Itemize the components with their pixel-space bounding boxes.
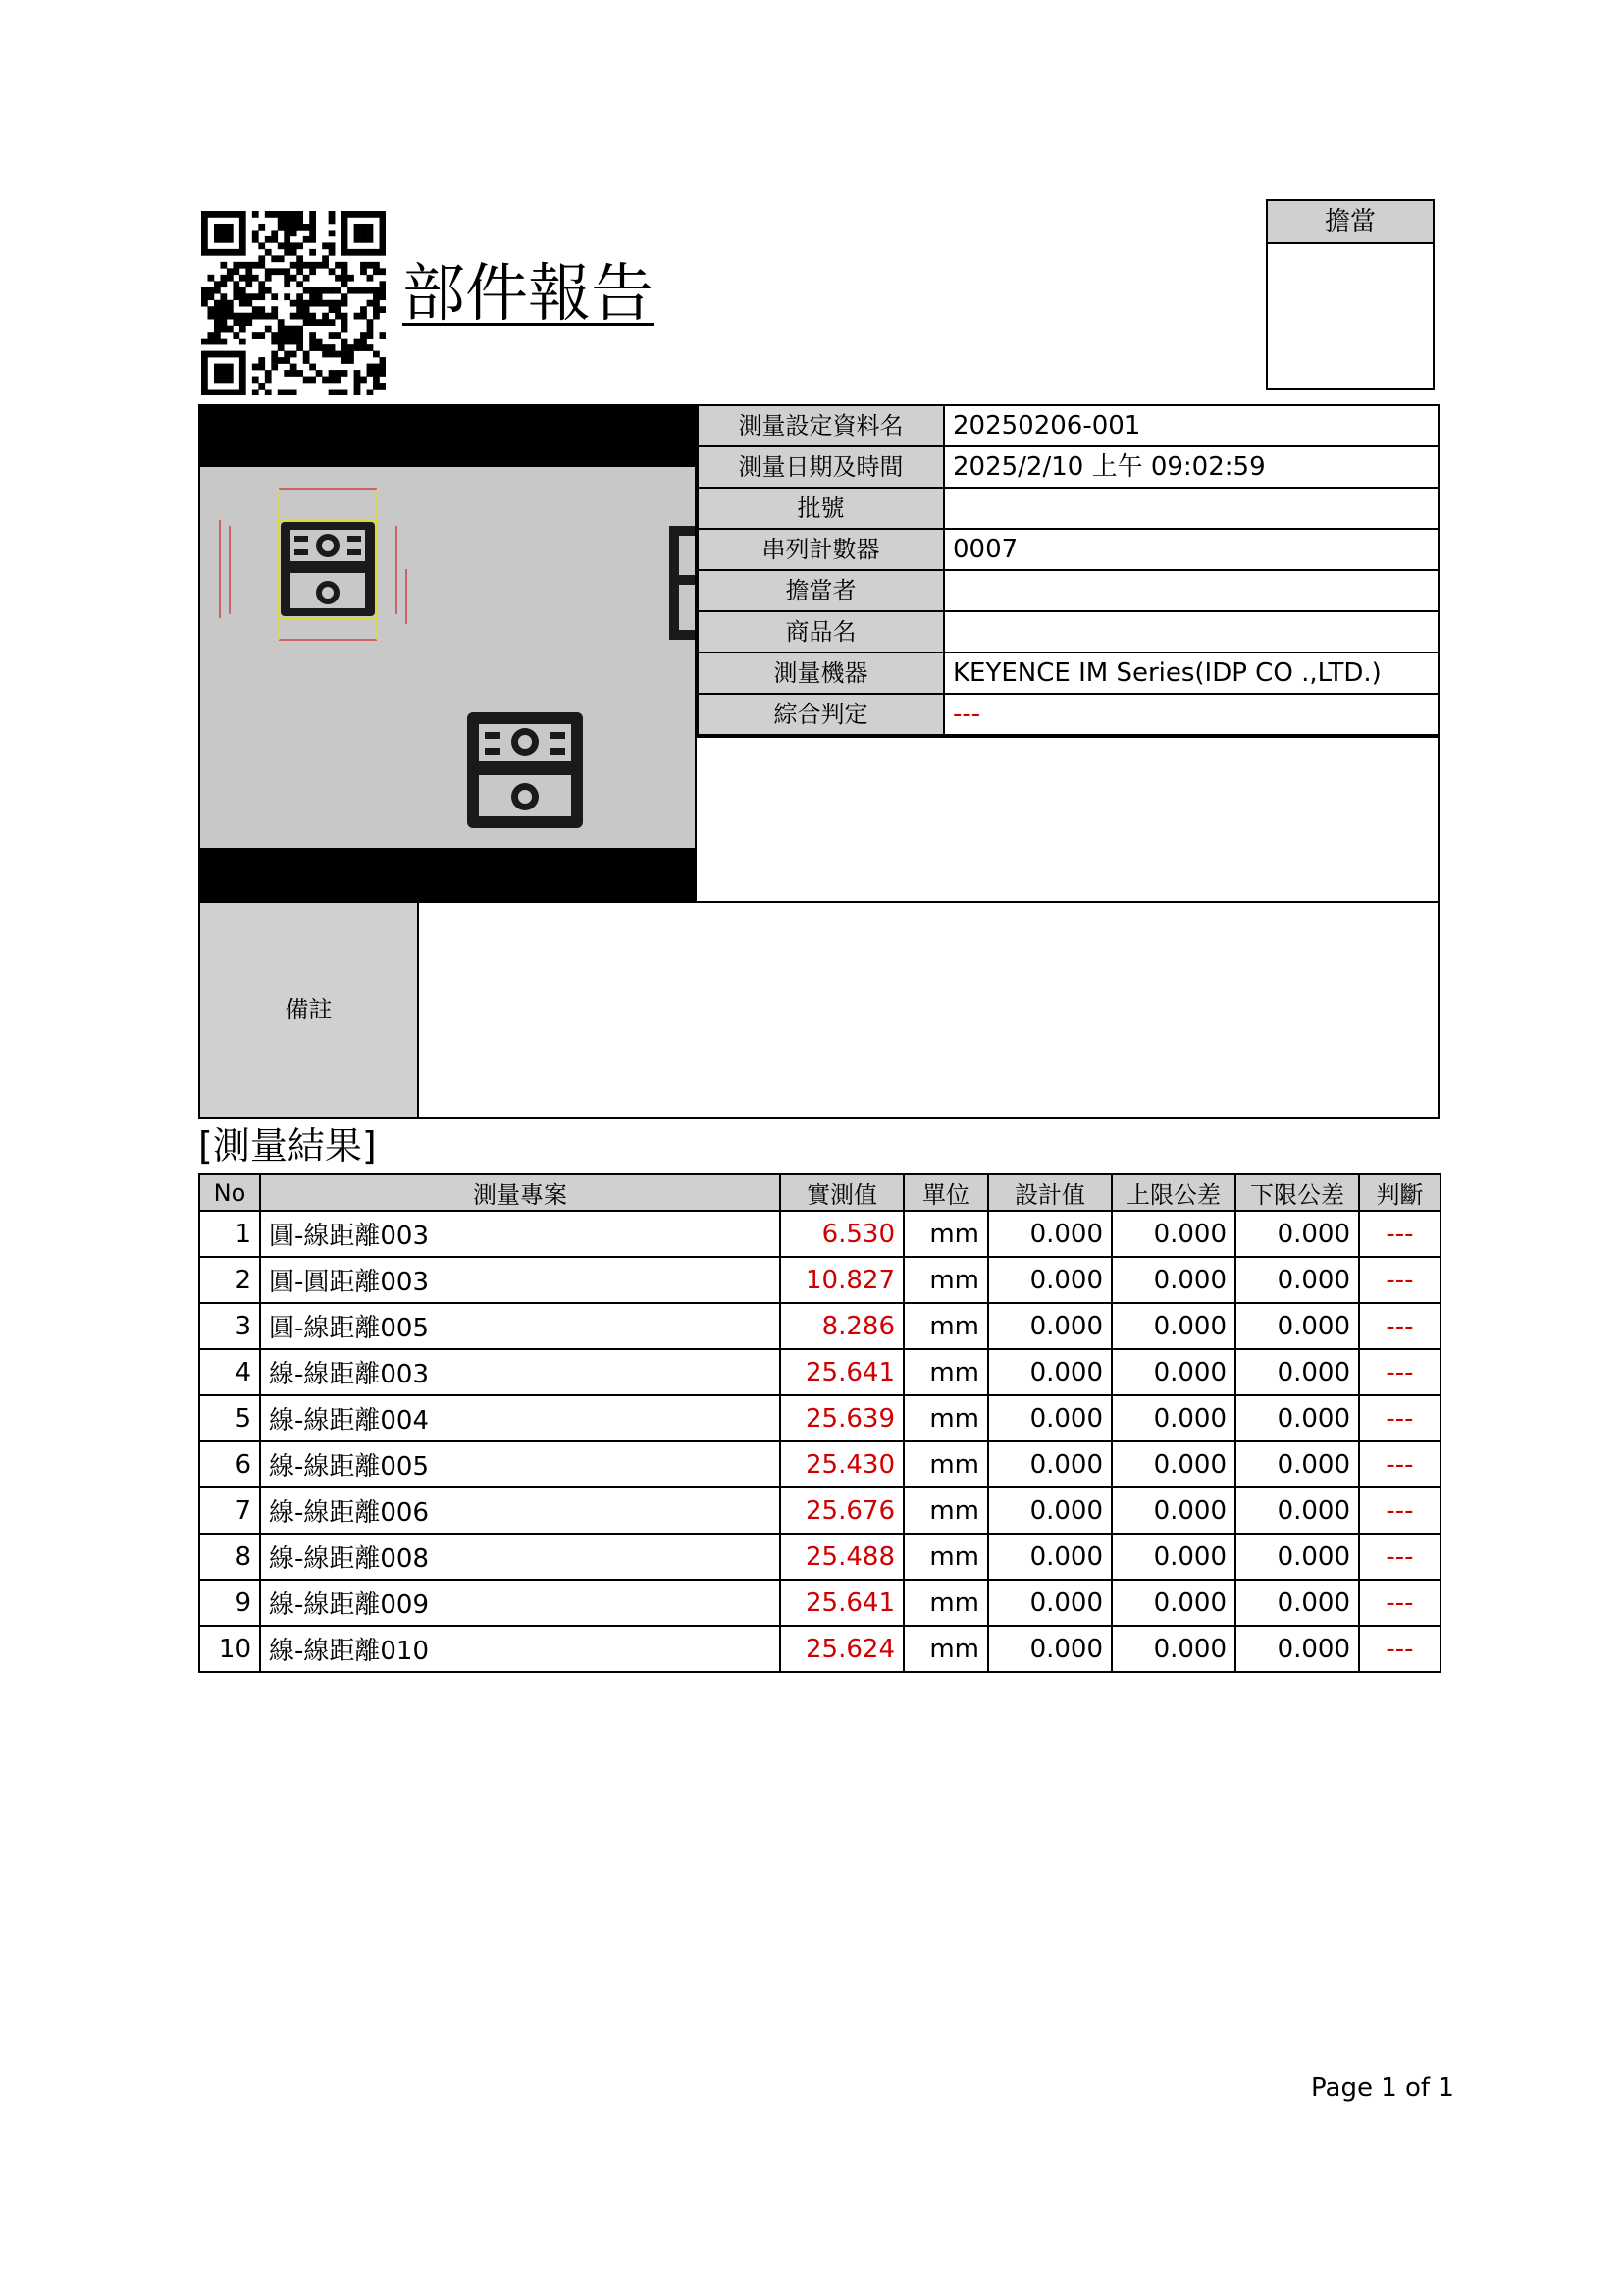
report-title: 部件報告: [402, 258, 654, 331]
table-row: [199, 1441, 1441, 1487]
info-label: 測量日期及時間: [697, 447, 945, 487]
table-cell: 0.000: [1235, 1626, 1359, 1672]
table-cell: 10.827: [780, 1257, 904, 1303]
table-cell: 0.000: [1112, 1626, 1235, 1672]
table-cell: 9: [199, 1580, 260, 1626]
table-cell: 25.488: [780, 1534, 904, 1580]
page-number: Page 1 of 1: [1311, 2073, 1454, 2103]
info-label: 綜合判定: [697, 695, 945, 734]
info-value: 20250206-001: [953, 411, 1141, 441]
table-cell: mm: [904, 1303, 988, 1349]
info-row: [697, 530, 1438, 571]
table-cell: mm: [904, 1487, 988, 1534]
table-cell: mm: [904, 1580, 988, 1626]
table-cell: mm: [904, 1211, 988, 1257]
table-cell: ---: [1359, 1303, 1441, 1349]
table-cell: 6.530: [780, 1211, 904, 1257]
table-row: [199, 1626, 1441, 1672]
table-cell: 0.000: [1112, 1349, 1235, 1395]
table-row: [199, 1211, 1441, 1257]
table-cell: 0.000: [1235, 1534, 1359, 1580]
table-cell: 0.000: [988, 1395, 1112, 1441]
measurement-image: [198, 404, 697, 903]
results-header-cell: No: [199, 1174, 260, 1211]
table-cell: 圓-線距離005: [260, 1303, 780, 1349]
info-row: [697, 489, 1438, 530]
table-cell: 25.641: [780, 1349, 904, 1395]
table-cell: 0.000: [1112, 1303, 1235, 1349]
table-cell: 圓-線距離003: [260, 1211, 780, 1257]
table-cell: 0.000: [988, 1211, 1112, 1257]
table-row: [199, 1303, 1441, 1349]
table-cell: 0.000: [988, 1626, 1112, 1672]
table-row: [199, 1257, 1441, 1303]
stamp-box: [1266, 199, 1435, 390]
table-cell: 2: [199, 1257, 260, 1303]
info-label: 擔當者: [697, 571, 945, 610]
table-cell: ---: [1359, 1395, 1441, 1441]
table-cell: 線-線距離005: [260, 1441, 780, 1487]
table-cell: 0.000: [988, 1441, 1112, 1487]
table-cell: 10: [199, 1626, 260, 1672]
remarks-label: 備註: [200, 903, 419, 1117]
table-cell: 6: [199, 1441, 260, 1487]
stamp-header: 擔當: [1268, 201, 1433, 244]
table-cell: ---: [1359, 1257, 1441, 1303]
table-cell: 0.000: [1235, 1487, 1359, 1534]
table-cell: 0.000: [1112, 1211, 1235, 1257]
table-cell: 0.000: [1235, 1257, 1359, 1303]
table-cell: 0.000: [988, 1534, 1112, 1580]
table-row: [199, 1534, 1441, 1580]
info-table: [697, 404, 1440, 738]
table-cell: 0.000: [988, 1257, 1112, 1303]
results-header-cell: 實測值: [780, 1174, 904, 1211]
info-value: 0007: [953, 535, 1019, 564]
table-row: [199, 1580, 1441, 1626]
table-cell: 線-線距離008: [260, 1534, 780, 1580]
table-cell: 7: [199, 1487, 260, 1534]
results-header-cell: 下限公差: [1235, 1174, 1359, 1211]
table-cell: ---: [1359, 1349, 1441, 1395]
table-cell: 0.000: [1235, 1441, 1359, 1487]
table-cell: 圓-圓距離003: [260, 1257, 780, 1303]
table-cell: ---: [1359, 1534, 1441, 1580]
table-cell: 0.000: [1235, 1580, 1359, 1626]
table-cell: 4: [199, 1349, 260, 1395]
table-cell: 0.000: [988, 1303, 1112, 1349]
partial-part: [669, 526, 695, 640]
table-cell: 線-線距離009: [260, 1580, 780, 1626]
table-cell: ---: [1359, 1211, 1441, 1257]
info-label: 測量機器: [697, 653, 945, 693]
table-cell: 0.000: [1112, 1487, 1235, 1534]
info-value: [945, 571, 1438, 610]
table-row: [199, 1395, 1441, 1441]
results-header-cell: 上限公差: [1112, 1174, 1235, 1211]
table-cell: 3: [199, 1303, 260, 1349]
info-row: [697, 695, 1438, 736]
table-cell: 5: [199, 1395, 260, 1441]
table-cell: 25.676: [780, 1487, 904, 1534]
table-cell: 25.624: [780, 1626, 904, 1672]
info-value: KEYENCE IM Series(IDP CO .,LTD.): [953, 658, 1382, 688]
results-table: [198, 1173, 1441, 1673]
results-section-title: [測量結果]: [198, 1124, 377, 1168]
table-cell: 線-線距離003: [260, 1349, 780, 1395]
table-cell: ---: [1359, 1441, 1441, 1487]
info-value: [945, 489, 1438, 528]
table-cell: 1: [199, 1211, 260, 1257]
table-cell: 25.641: [780, 1580, 904, 1626]
table-cell: 0.000: [1235, 1349, 1359, 1395]
second-part: [467, 712, 583, 828]
info-value: 2025/2/10 上午 09:02:59: [953, 452, 1266, 482]
table-cell: 線-線距離006: [260, 1487, 780, 1534]
table-cell: 25.430: [780, 1441, 904, 1487]
info-row: [697, 571, 1438, 612]
table-cell: 0.000: [1235, 1395, 1359, 1441]
table-cell: mm: [904, 1626, 988, 1672]
table-cell: 8.286: [780, 1303, 904, 1349]
table-cell: mm: [904, 1349, 988, 1395]
results-header-cell: 測量專案: [260, 1174, 780, 1211]
results-header-cell: 單位: [904, 1174, 988, 1211]
info-blank-area: [697, 738, 1440, 903]
table-cell: 0.000: [1235, 1303, 1359, 1349]
table-cell: 0.000: [1235, 1211, 1359, 1257]
table-cell: 0.000: [1112, 1580, 1235, 1626]
table-cell: mm: [904, 1257, 988, 1303]
results-header-cell: 判斷: [1359, 1174, 1441, 1211]
table-cell: 0.000: [988, 1580, 1112, 1626]
info-label: 測量設定資料名: [697, 406, 945, 445]
info-row: [697, 447, 1438, 489]
table-cell: ---: [1359, 1487, 1441, 1534]
table-cell: mm: [904, 1441, 988, 1487]
qr-code: [201, 211, 386, 395]
table-cell: ---: [1359, 1626, 1441, 1672]
qr-code-graphic: [201, 211, 386, 395]
table-cell: mm: [904, 1534, 988, 1580]
table-row: [199, 1349, 1441, 1395]
results-header-cell: 設計值: [988, 1174, 1112, 1211]
table-row: [199, 1487, 1441, 1534]
table-cell: 0.000: [1112, 1441, 1235, 1487]
info-row: [697, 612, 1438, 653]
table-cell: ---: [1359, 1580, 1441, 1626]
table-cell: 8: [199, 1534, 260, 1580]
info-row: [697, 406, 1438, 447]
info-label: 串列計數器: [697, 530, 945, 569]
table-cell: 0.000: [1112, 1395, 1235, 1441]
info-value: ---: [953, 700, 981, 729]
table-cell: 線-線距離004: [260, 1395, 780, 1441]
table-cell: 0.000: [1112, 1257, 1235, 1303]
remarks-row: [198, 901, 1440, 1119]
info-value: [945, 612, 1438, 652]
table-cell: 0.000: [988, 1487, 1112, 1534]
table-cell: 0.000: [988, 1349, 1112, 1395]
info-row: [697, 653, 1438, 695]
table-cell: 線-線距離010: [260, 1626, 780, 1672]
table-cell: 25.639: [780, 1395, 904, 1441]
info-label: 商品名: [697, 612, 945, 652]
part-photo: [200, 467, 695, 848]
table-cell: mm: [904, 1395, 988, 1441]
info-label: 批號: [697, 489, 945, 528]
results-header-row: [199, 1174, 1441, 1211]
table-cell: 0.000: [1112, 1534, 1235, 1580]
